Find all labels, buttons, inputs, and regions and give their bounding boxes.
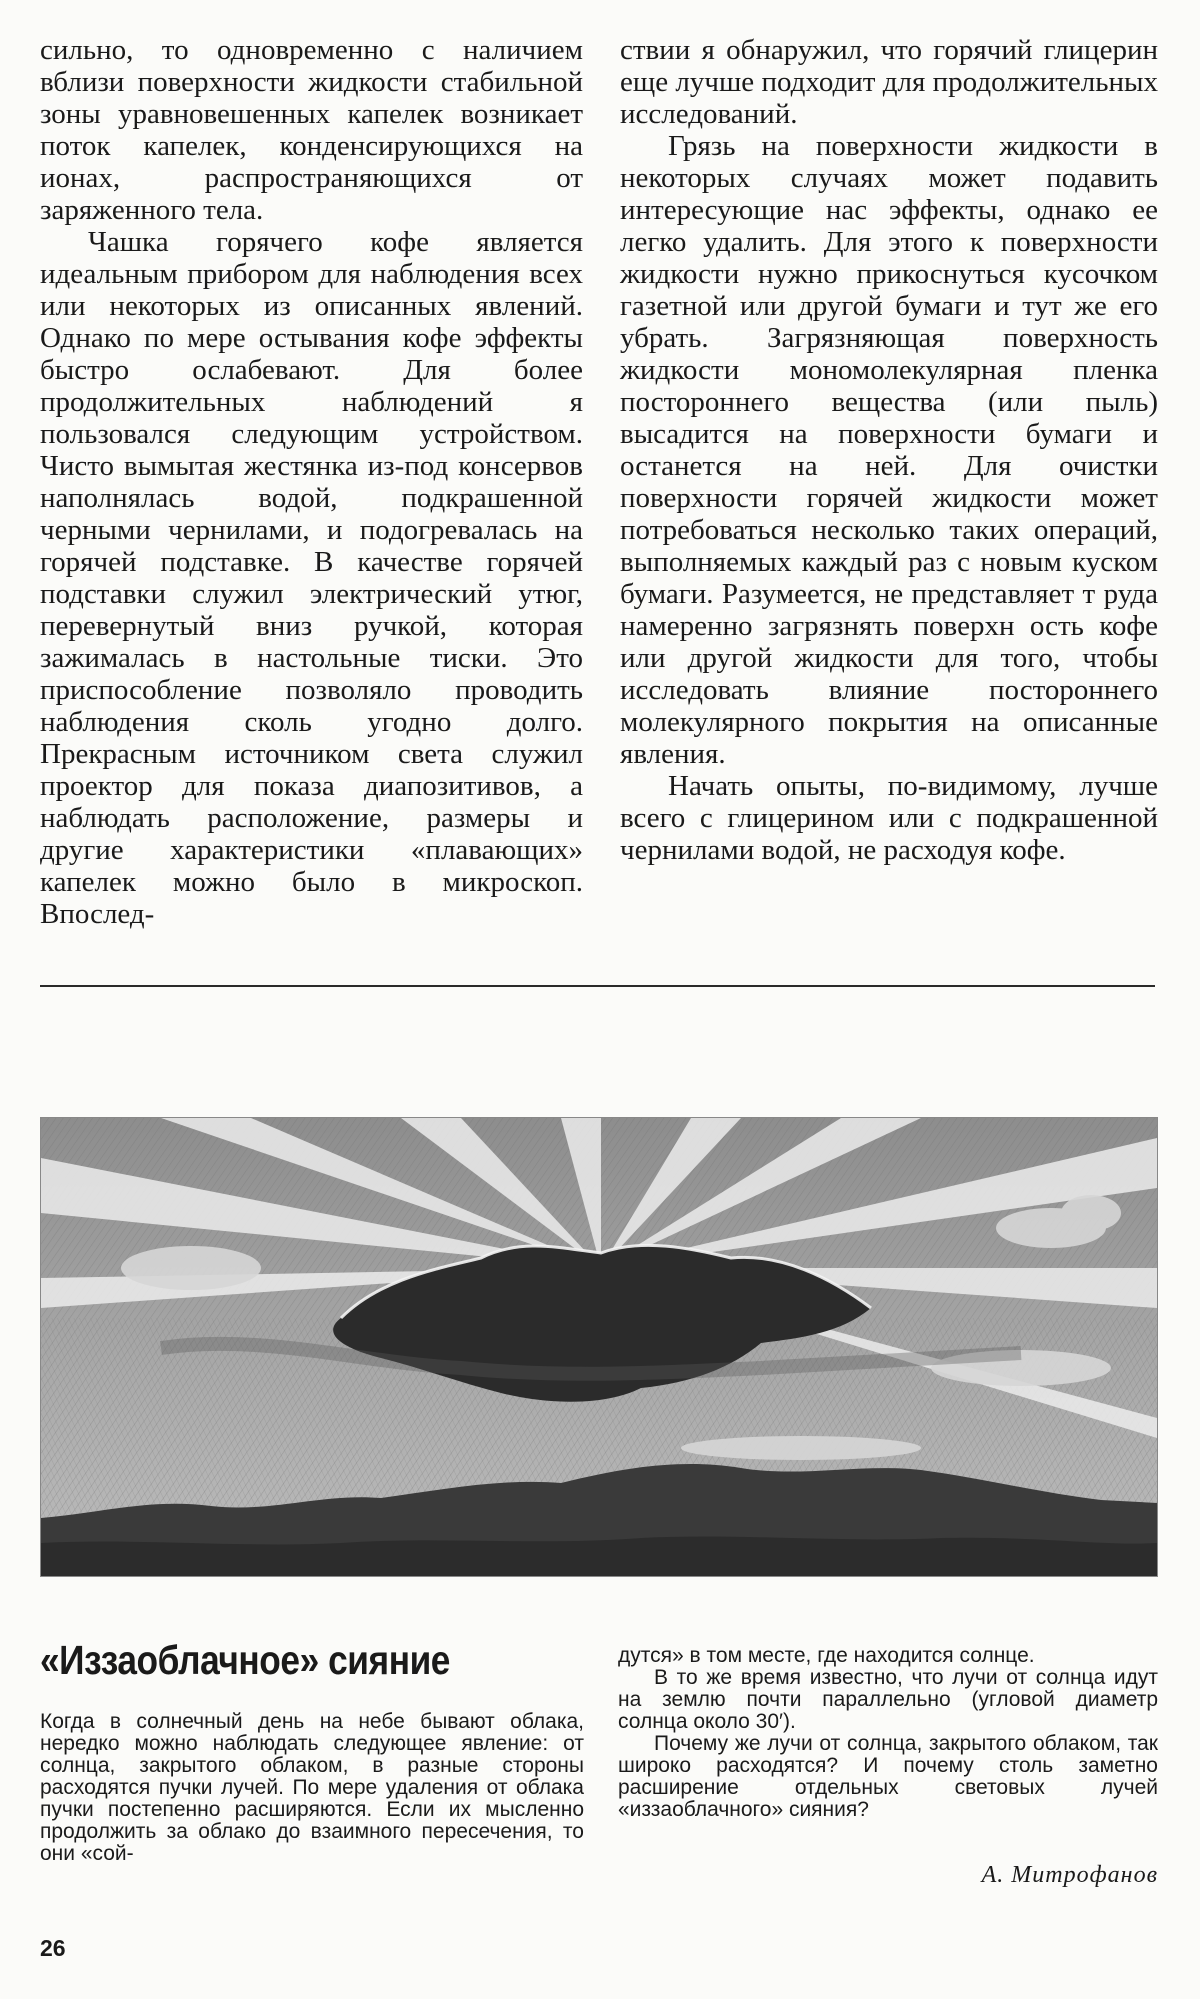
- paragraph: Когда в солнечный день на небе бывают облака, нередко можно наблюдать следующее явление: от солнца, закрытого облаком, в разные стороны расходятся пучки лучей. По мере удаления от облака пучки постепенно расширяются. Если их мысленно продолжить за облако до взаимного пересечения, то они «сой-: [40, 1710, 584, 1865]
- author-signature: А. Митрофанов: [981, 1862, 1158, 1888]
- cloud-rays-illustration: [40, 1117, 1158, 1577]
- article-headline: «Иззаоблачное» сияние: [40, 1637, 451, 1683]
- article-left-column: [40, 1711, 584, 1865]
- article-left-column: [40, 34, 583, 930]
- paragraph: Грязь на поверхности жидкости в некоторых случаях может подавить интересующие нас эффекты, однако ее легко удалить. Для этого к поверхности жидкости нужно прикоснуться кусочком газетной или другой бумаги и тут же его убрать. Загрязняющая поверхность жидкости мономолекулярная пленка постороннего вещества (или пыль) высадится на поверхности бумаги и останется на ней. Для очистки поверхности горячей жидкости может потребоваться несколько таких операций, выполняемых каждый раз с новым куском бумаги. Разумеется, не представляет т руда намеренно загрязнять поверхн ость кофе или другой жидкости для того, чтобы исследовать влияние постороннего молекулярного покрытия на описанные явления.: [620, 130, 1158, 770]
- paragraph: ствии я обнаружил, что горячий глицерин еще лучше подходит для продолжительных исследований.: [620, 34, 1158, 130]
- paragraph: Почему же лучи от солнца, закрытого облаком, так широко расходятся? И почему столь заметно расширение отдельных световых лучей «иззаоблачного» сияния?: [618, 1732, 1158, 1821]
- paragraph: Начать опыты, по-видимому, лучше всего с глицерином или с подкрашенной чернилами водой, не расходуя кофе.: [620, 770, 1158, 866]
- page-number: 26: [40, 1935, 66, 1961]
- section-divider: [40, 985, 1155, 987]
- paragraph: сильно, то одновременно с наличием вблизи поверхности жидкости стабильной зоны уравновешенных капелек возникает поток капелек, конденсирующихся на ионах, распространяющихся от заряженного тела.: [40, 34, 583, 226]
- article-right-column: [620, 34, 1158, 866]
- paragraph: Чашка горячего кофе является идеальным прибором для наблюдения всех или некоторых из описанных явлений. Однако по мере остывания кофе эффекты быстро ослабевают. Для более продолжительных наблюдений я пользовался следующим устройством. Чисто вымытая жестянка из-под консервов наполнялась водой, подкрашенной черными чернилами, и подогревалась на горячей подставке. В качестве горячей подставки служил электрический утюг, перевернутый вниз ручкой, которая зажималась в настольные тиски. Это приспособление позволяло проводить наблюдения сколь угодно долго. Прекрасным источником света служил проектор для показа диапозитивов, а наблюдать расположение, размеры и другие характеристики «плавающих» капелек можно было в микроскоп. Впослед-: [40, 226, 583, 930]
- paragraph: В то же время известно, что лучи от солнца идут на землю почти параллельно (угловой диаметр солнца около 30′).: [618, 1666, 1158, 1733]
- article-right-column: [618, 1645, 1158, 1821]
- paragraph: дутся» в том месте, где находится солнце.: [618, 1644, 1035, 1667]
